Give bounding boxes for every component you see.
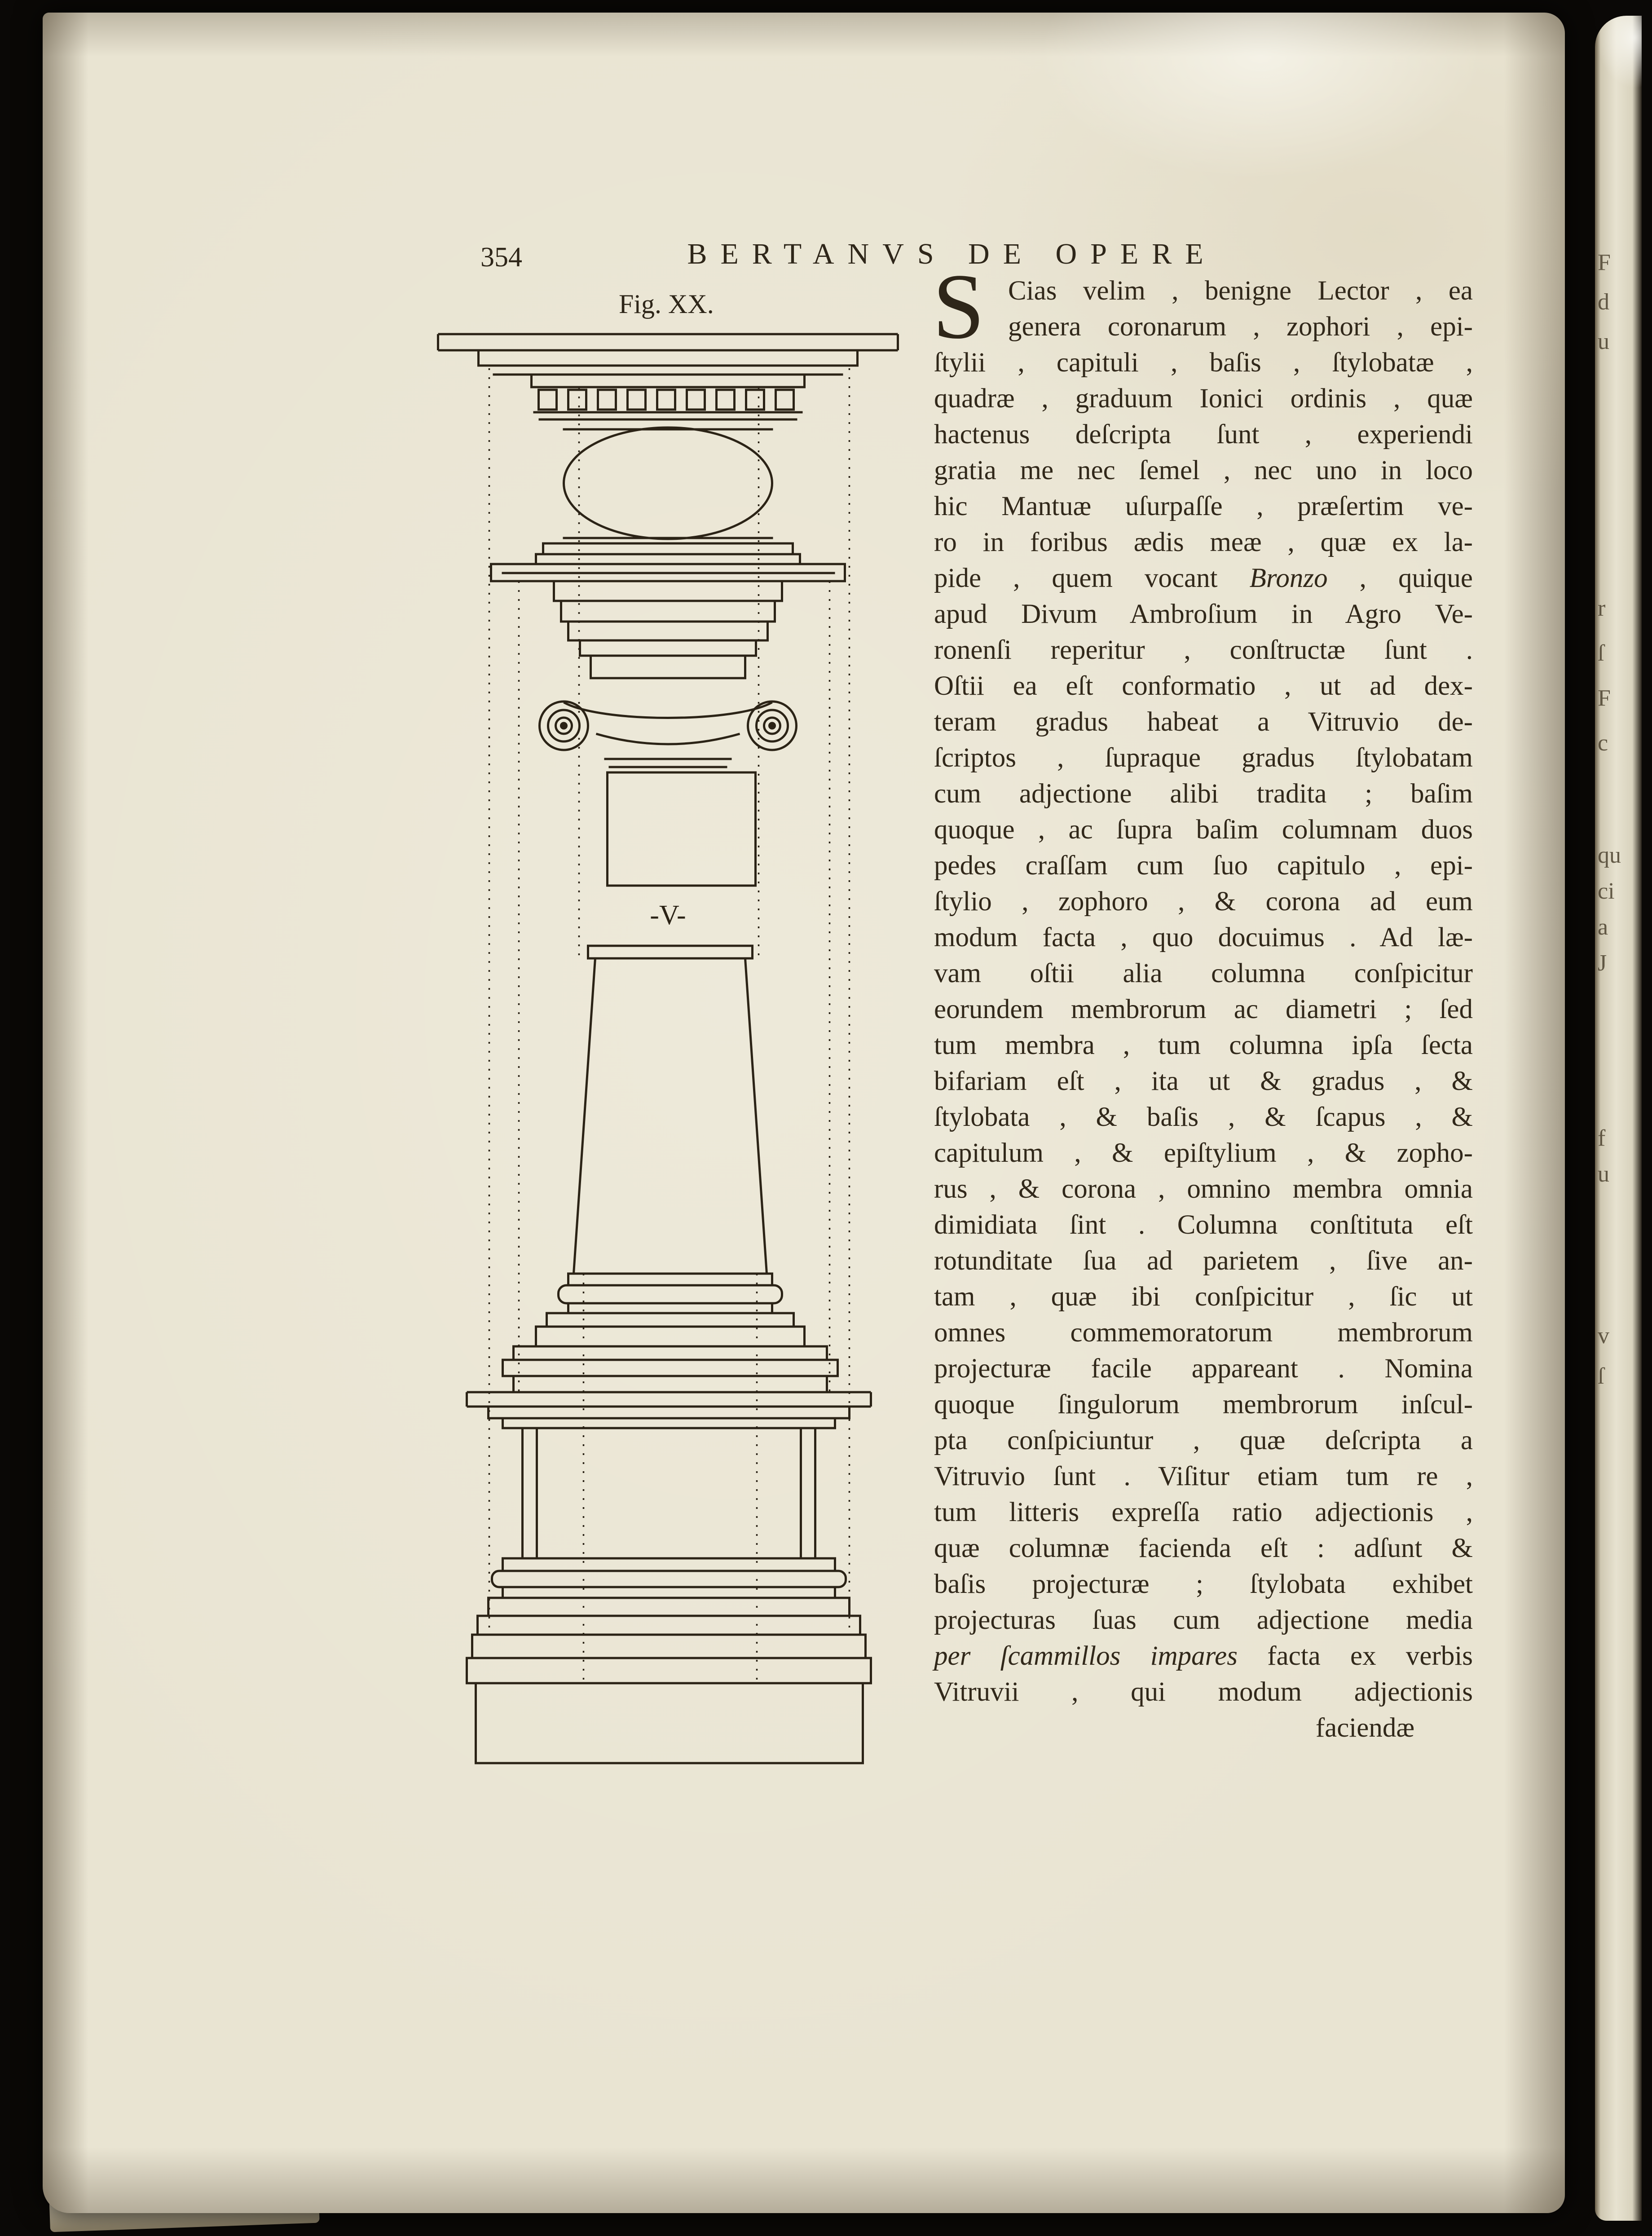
text-segment: pide , quem vocant xyxy=(934,563,1250,593)
text-segment: bifariam eſt , ita ut & gradus , & xyxy=(934,1066,1473,1096)
capital-abacus xyxy=(554,581,782,678)
text-segment: quæ columnæ facienda eſt : adſunt & xyxy=(934,1533,1473,1563)
text-segment: , quique xyxy=(1327,563,1473,593)
text-line xyxy=(934,1638,1473,1674)
text-segment: hic Mantuæ uſurpaſſe , præſertim ve- xyxy=(934,491,1473,521)
text-segment: teram gradus habeat a Vitruvio de- xyxy=(934,707,1473,737)
text-line xyxy=(934,920,1473,956)
text-segment: Cias velim , benigne Lector , ea xyxy=(1008,276,1473,306)
text-line xyxy=(934,1135,1473,1171)
pedestal-base xyxy=(478,1558,860,1635)
partial-text-fragment: ci xyxy=(1598,878,1615,904)
text-line xyxy=(934,1495,1473,1530)
text-line xyxy=(934,1171,1473,1207)
text-column xyxy=(933,255,1473,1746)
partial-text-fragment: F xyxy=(1598,685,1611,711)
pulvinated-frieze xyxy=(563,428,773,539)
text-segment: Oſtii ea eſt conformatio , ut ad dex- xyxy=(934,671,1473,701)
partial-text-fragment: u xyxy=(1598,1161,1609,1187)
text-line xyxy=(934,596,1473,632)
upper-shaft xyxy=(608,772,756,886)
text-line xyxy=(934,1602,1473,1638)
text-segment: ronenſi reperitur , conſtructæ ſunt . xyxy=(934,635,1473,665)
catchword: faciendæ xyxy=(1315,1713,1414,1743)
text-column-lines xyxy=(934,273,1473,1710)
text-segment: eorundem membrorum ac diametri ; ſed xyxy=(934,994,1473,1024)
text-line xyxy=(934,668,1473,704)
text-segment: pta conſpiciuntur , quæ deſcripta a xyxy=(934,1425,1473,1455)
partial-text-fragment: f xyxy=(1598,1125,1606,1151)
text-segment: genera coronarum , zophori , epi- xyxy=(1008,312,1473,342)
partial-text-fragment: ſ xyxy=(1598,640,1604,666)
drop-cap: S xyxy=(933,255,985,358)
text-line xyxy=(934,1351,1473,1387)
next-page-edge xyxy=(1595,16,1642,2221)
column-engraving xyxy=(424,327,912,1771)
pedestal-cornice xyxy=(467,1392,871,1428)
page-number: 354 xyxy=(480,242,522,273)
text-line xyxy=(934,1279,1473,1315)
figure-label: Fig. XX. xyxy=(619,289,714,319)
text-line xyxy=(934,1315,1473,1351)
text-segment: capitulum , & epiſtylium , & zopho- xyxy=(934,1138,1473,1168)
text-segment: baſis projecturæ ; ſtylobata exhibet xyxy=(934,1569,1473,1599)
text-segment: tam , quæ ibi conſpicitur , ſic ut xyxy=(934,1282,1473,1312)
text-segment: apud Divum Ambroſium in Agro Ve- xyxy=(934,599,1473,629)
text-line xyxy=(934,1423,1473,1459)
text-segment: ſtylobata , & baſis , & ſcapus , & xyxy=(934,1102,1473,1132)
text-line xyxy=(934,273,1473,309)
pedestal-die xyxy=(523,1428,815,1558)
text-line xyxy=(934,812,1473,848)
text-line xyxy=(934,1243,1473,1279)
partial-text-fragment: u xyxy=(1598,329,1609,354)
text-segment: dimidiata ſint . Columna conſtituta eſt xyxy=(934,1210,1473,1240)
ionic-volutes xyxy=(540,701,797,767)
text-line xyxy=(934,776,1473,812)
text-line xyxy=(934,1207,1473,1243)
dentil-row xyxy=(533,390,803,419)
text-line xyxy=(934,992,1473,1028)
text-segment: ro in foribus ædis meæ , quæ ex la- xyxy=(934,527,1473,557)
text-line xyxy=(934,1099,1473,1135)
text-line xyxy=(934,1028,1473,1063)
column-shaft xyxy=(574,946,767,1274)
partial-text-fragment: a xyxy=(1598,914,1608,940)
running-head: BERTANVS DE OPERE xyxy=(687,238,1217,270)
text-segment: facta ex verbis xyxy=(1237,1641,1473,1671)
text-segment: cum adjectione alibi tradita ; baſim xyxy=(934,779,1473,809)
partial-text-fragment: F xyxy=(1598,250,1611,275)
text-segment: Vitruvii , qui modum adjectionis xyxy=(934,1677,1473,1707)
architrave xyxy=(491,543,845,581)
text-segment: ſtylii , capituli , baſis , ſtylobatæ , xyxy=(934,348,1473,378)
text-segment: gratia me nec ſemel , nec uno in loco xyxy=(934,455,1473,485)
partial-text-fragment: qu xyxy=(1598,842,1621,868)
text-segment: quoque , ac ſupra baſim columnam duos xyxy=(934,815,1473,845)
text-line xyxy=(934,1674,1473,1710)
text-segment: ſcriptos , ſupraque gradus ſtylobatam xyxy=(934,743,1473,773)
text-segment: omnes commemoratorum membrorum xyxy=(934,1318,1473,1348)
text-segment: pedes craſſam cum ſuo capitulo , epi- xyxy=(934,851,1473,881)
text-segment: tum membra , tum columna ipſa ſecta xyxy=(934,1030,1473,1060)
partial-text-fragment: c xyxy=(1598,730,1608,756)
text-line xyxy=(934,525,1473,560)
text-line xyxy=(934,632,1473,668)
text-line xyxy=(934,489,1473,525)
italic-text-segment: per ſcammillos impares xyxy=(934,1641,1238,1671)
text-segment: projecturæ facile appareant . Nomina xyxy=(934,1354,1473,1384)
text-line xyxy=(934,345,1473,381)
text-line xyxy=(934,309,1473,345)
text-segment: rotunditate ſua ad parietem , ſive an- xyxy=(934,1246,1473,1276)
text-line xyxy=(934,1063,1473,1099)
figure-marker: -V- xyxy=(650,900,686,931)
text-segment: vam oſtii alia columna conſpicitur xyxy=(934,958,1473,988)
text-segment: rus , & corona , omnino membra omnia xyxy=(934,1174,1473,1204)
text-line xyxy=(934,1459,1473,1495)
partial-text-fragment: ſ xyxy=(1598,1363,1604,1389)
partial-text-fragment: J xyxy=(1598,950,1607,976)
text-segment: quadræ , graduum Ionici ordinis , quæ xyxy=(934,384,1473,414)
plinth-steps xyxy=(467,1635,871,1763)
text-line xyxy=(934,560,1473,596)
text-line xyxy=(934,453,1473,489)
partial-text-fragment: d xyxy=(1598,289,1609,315)
text-line xyxy=(934,1566,1473,1602)
cornice xyxy=(438,334,898,387)
text-line xyxy=(934,848,1473,884)
scanned-page xyxy=(43,13,1565,2213)
ionic-column-elevation xyxy=(424,327,912,1771)
text-segment: tum litteris expreſſa ratio adjectionis , xyxy=(934,1497,1473,1527)
text-segment: modum facta , quo docuimus . Ad læ- xyxy=(934,922,1473,953)
text-segment: quoque ſingulorum membrorum inſcul- xyxy=(934,1389,1473,1420)
text-line xyxy=(934,381,1473,417)
text-segment: ſtylio , zophoro , & corona ad eum xyxy=(934,886,1473,917)
text-line xyxy=(934,417,1473,453)
partial-text-fragment: r xyxy=(1598,595,1606,621)
text-segment: projecturas ſuas cum adjectione media xyxy=(934,1605,1473,1635)
text-line xyxy=(934,884,1473,920)
text-line xyxy=(934,956,1473,992)
text-line xyxy=(934,740,1473,776)
text-segment: Vitruvio ſunt . Viſitur etiam tum re , xyxy=(934,1461,1473,1491)
text-line xyxy=(934,704,1473,740)
italic-text-segment: Bronzo xyxy=(1249,563,1328,593)
text-line xyxy=(934,1530,1473,1566)
projection-guide-lines xyxy=(489,368,850,1683)
text-segment: hactenus deſcripta ſunt , experiendi xyxy=(934,419,1473,450)
partial-text-fragment: v xyxy=(1598,1323,1609,1349)
text-line xyxy=(934,1387,1473,1423)
column-base xyxy=(503,1274,838,1392)
